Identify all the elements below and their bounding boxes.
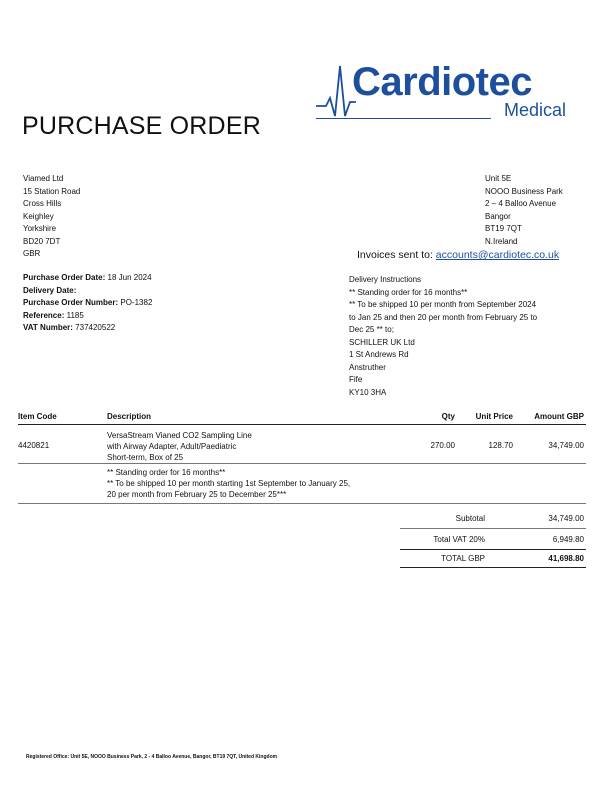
item-code: 4420821 <box>18 441 50 450</box>
grand-total-value: 41,698.80 <box>548 554 584 563</box>
po-details <box>23 272 152 335</box>
po-number: PO-1382 <box>120 298 153 307</box>
row-divider <box>18 503 586 504</box>
grand-total-label: TOTAL GBP <box>441 554 485 563</box>
address-line: N.Ireland <box>485 236 518 246</box>
delivery-line: ** Standing order for 16 months** <box>349 287 468 297</box>
totals-divider <box>400 528 586 529</box>
delivery-line: KY10 3HA <box>349 387 387 397</box>
totals-divider <box>400 567 586 568</box>
po-date: 18 Jun 2024 <box>107 273 152 282</box>
delivery-instructions <box>349 274 584 399</box>
item-notes <box>107 467 350 500</box>
address-line: 2 – 4 Balloo Avenue <box>485 199 557 208</box>
subtotal-value: 34,749.00 <box>548 514 584 523</box>
note-line: 20 per month from February 25 to December 25*** <box>107 490 287 499</box>
address-line: Unit 5E <box>485 174 512 183</box>
item-qty: 270.00 <box>430 441 455 450</box>
address-line: GBR <box>23 249 41 258</box>
company-logo <box>316 58 576 124</box>
note-line: ** Standing order for 16 months** <box>107 468 226 477</box>
footer-registered-office: Registered Office: Unit 5E, NOOO Business Park, 2 - 4 Balloo Avenue, Bangor, BT19 7QT, United Kingdom <box>26 754 278 760</box>
invoices-label: Invoices sent to: <box>357 249 433 261</box>
col-header-amount: Amount GBP <box>534 412 584 421</box>
address-line: Bangor <box>485 211 511 221</box>
vat-total-label: Total VAT 20% <box>433 535 485 544</box>
address-line: Viamed Ltd <box>23 174 64 183</box>
row-divider <box>18 463 586 464</box>
logo-underline <box>316 118 491 119</box>
description-line: Short-term, Box of 25 <box>107 453 184 462</box>
address-line: BT19 7QT <box>485 224 522 233</box>
page-title: PURCHASE ORDER <box>22 112 261 140</box>
po-number-label: Purchase Order Number: <box>23 298 119 307</box>
description-line: with Airway Adapter, Adult/Paediatric <box>107 442 237 451</box>
col-header-unit-price: Unit Price <box>475 412 513 421</box>
subtotal-label: Subtotal <box>455 514 485 523</box>
note-line: ** To be shipped 10 per month starting 1st September to January 25, <box>107 479 351 488</box>
heartbeat-icon <box>316 58 356 120</box>
vat-total-value: 6,949.80 <box>552 535 584 544</box>
logo-subtitle: Medical <box>503 100 566 120</box>
item-unit-price: 128.70 <box>488 441 513 450</box>
invoices-line <box>357 249 559 261</box>
delivery-line: Delivery Instructions <box>349 275 422 284</box>
address-line: Cross Hills <box>23 199 62 208</box>
col-header-description: Description <box>107 412 152 421</box>
delivery-line: to Jan 25 and then 20 per month from February 25 to <box>349 312 538 322</box>
delivery-date-label: Delivery Date: <box>23 285 77 295</box>
delivery-line: Fife <box>349 375 363 384</box>
vat-number-label: VAT Number: <box>23 323 73 332</box>
item-amount: 34,749.00 <box>548 441 584 450</box>
reference: 1185 <box>66 310 84 320</box>
invoices-email-link[interactable]: accounts@cardiotec.co.uk <box>435 249 560 261</box>
po-date-label: Purchase Order Date: <box>23 273 106 282</box>
reference-label: Reference: <box>23 310 65 320</box>
totals-divider <box>400 549 586 550</box>
supplier-address <box>23 173 80 261</box>
item-description <box>107 430 252 463</box>
delivery-line: Dec 25 ** to; <box>349 325 394 334</box>
col-header-qty: Qty <box>441 412 455 421</box>
col-header-item-code: Item Code <box>18 412 57 421</box>
delivery-line: 1 St Andrews Rd <box>349 350 409 359</box>
logo-wordmark: Cardiotec <box>352 60 532 104</box>
delivery-line: ** To be shipped 10 per month from September 2024 <box>349 300 537 309</box>
address-line: BD20 7DT <box>23 236 61 246</box>
vat-number: 737420522 <box>75 323 116 332</box>
delivery-line: SCHILLER UK Ltd <box>349 337 415 347</box>
address-line: Yorkshire <box>23 224 57 233</box>
description-line: VersaStream Vianed CO2 Sampling Line <box>107 431 252 440</box>
address-line: 15 Station Road <box>23 186 81 196</box>
delivery-line: Anstruther <box>349 362 386 372</box>
header-divider <box>18 424 586 425</box>
buyer-address <box>485 173 563 248</box>
address-line: NOOO Business Park <box>485 186 563 196</box>
address-line: Keighley <box>23 211 54 221</box>
